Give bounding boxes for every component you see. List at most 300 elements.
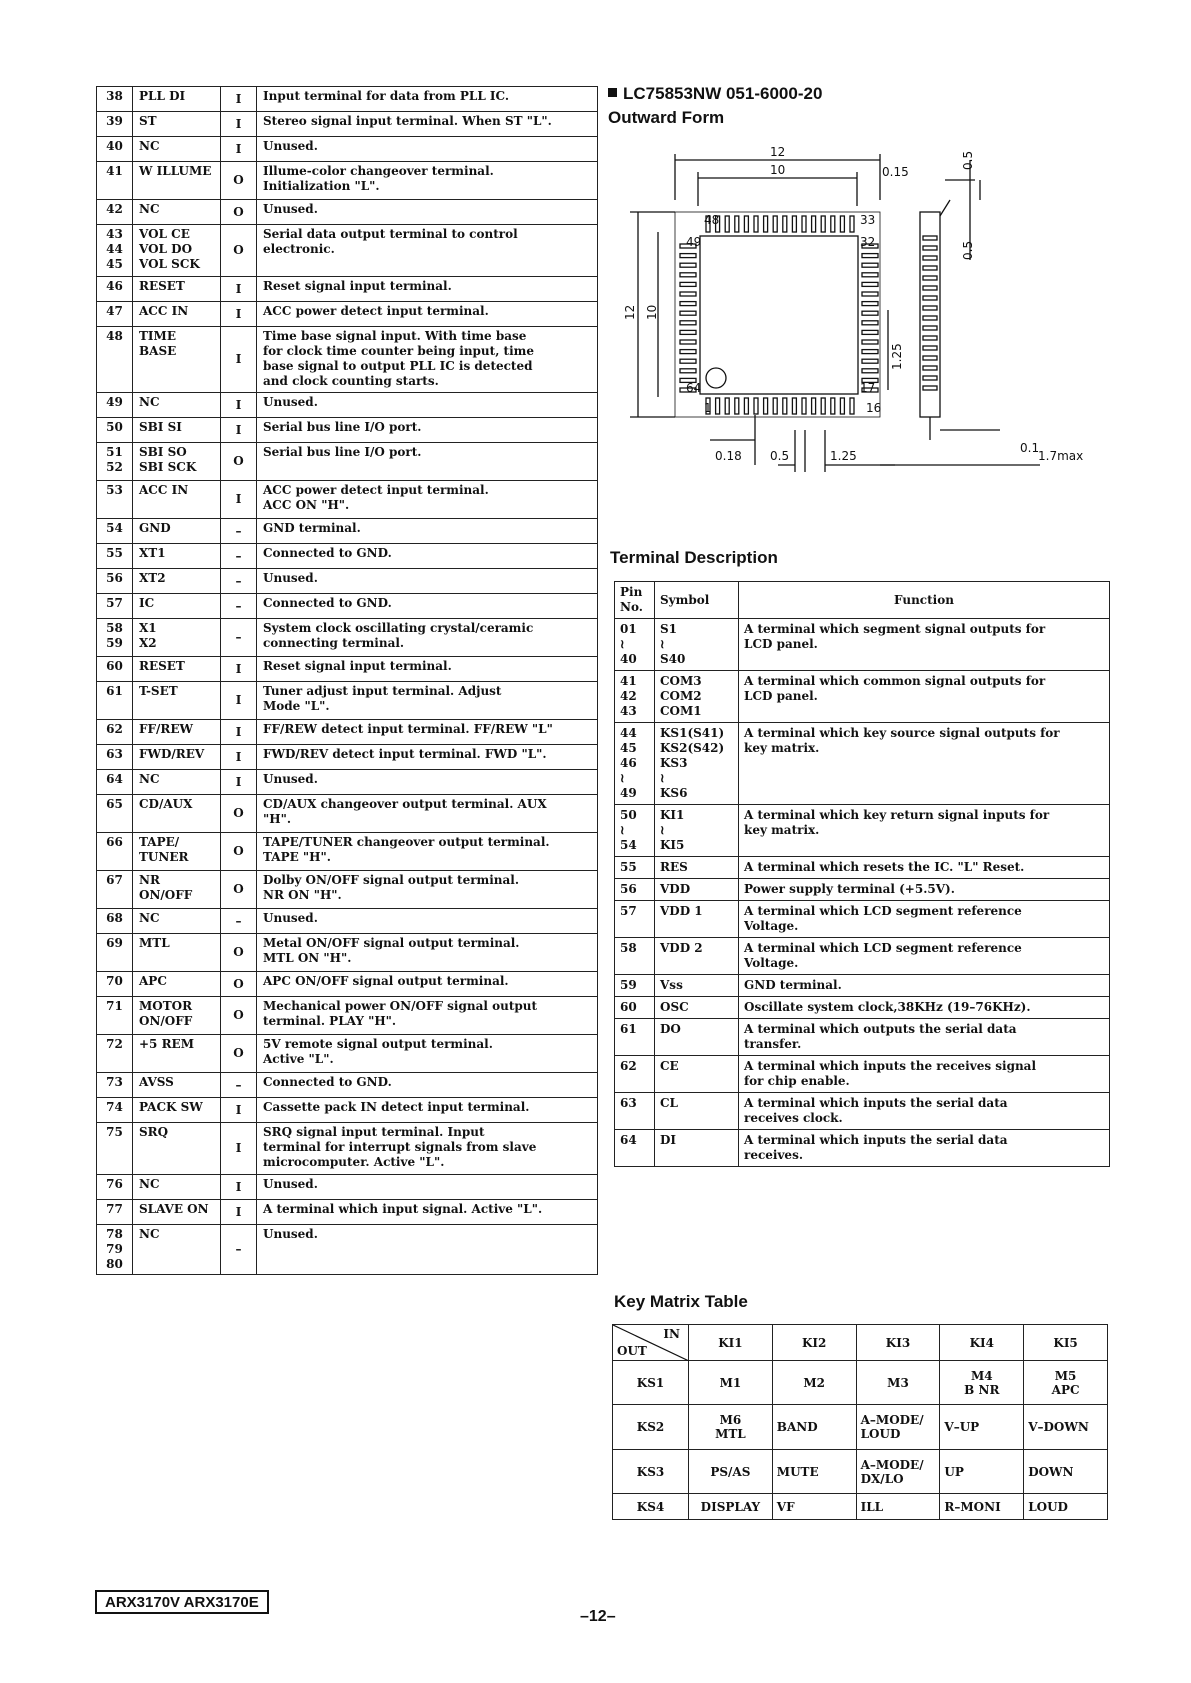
ic-lead xyxy=(764,216,768,232)
pin-symbol: NC xyxy=(133,137,221,162)
ic-lead-side xyxy=(923,236,937,240)
ic-lead xyxy=(850,398,854,414)
key-cell: A–MODE/ LOUD xyxy=(856,1405,940,1449)
pin-symbol: CD/AUX xyxy=(133,795,221,833)
key-row xyxy=(613,1361,1108,1405)
pin-number: 43 44 45 xyxy=(97,225,133,277)
pin-io: I xyxy=(221,327,257,393)
ic-lead-side xyxy=(923,376,937,380)
terminal-symbol: CL xyxy=(655,1093,739,1130)
key-row xyxy=(613,1494,1108,1520)
key-row-label: KS2 xyxy=(613,1405,689,1449)
pin-number: 40 xyxy=(97,137,133,162)
key-column-header: KI1 xyxy=(689,1325,773,1361)
terminal-row xyxy=(615,805,1110,857)
terminal-pin: 64 xyxy=(615,1130,655,1167)
pin-symbol: ST xyxy=(133,112,221,137)
ic-lead-side xyxy=(923,316,937,320)
key-matrix-body xyxy=(613,1361,1108,1520)
pin-number: 38 xyxy=(97,87,133,112)
pin-function: Reset signal input terminal. xyxy=(257,657,598,682)
pin-symbol: ACC IN xyxy=(133,481,221,519)
ic-lead xyxy=(840,216,844,232)
ic-lead xyxy=(744,216,748,232)
pin-symbol: XT2 xyxy=(133,569,221,594)
ic-lead xyxy=(862,369,878,373)
terminal-symbol: VDD 2 xyxy=(655,938,739,975)
terminal-function: A terminal which outputs the serial data transfer. xyxy=(739,1019,1110,1056)
terminal-row xyxy=(615,1093,1110,1130)
pin-io: O xyxy=(221,871,257,909)
pin-row xyxy=(97,795,598,833)
terminal-function: A terminal which key return signal inputs for key matrix. xyxy=(739,805,1110,857)
pin-row xyxy=(97,544,598,569)
ic-lead xyxy=(680,359,696,363)
pin-io: I xyxy=(221,1123,257,1175)
dim-17max-label: 1.7max xyxy=(1038,449,1084,463)
terminal-row xyxy=(615,857,1110,879)
ic-lead xyxy=(754,216,758,232)
pin-function: Input terminal for data from PLL IC. xyxy=(257,87,598,112)
pin-symbol: MTL xyxy=(133,934,221,972)
ic-lead xyxy=(680,254,696,258)
pin-row xyxy=(97,1175,598,1200)
pin-io: I xyxy=(221,682,257,720)
pin-function: Metal ON/OFF signal output terminal. MTL ON "H". xyxy=(257,934,598,972)
ic-lead xyxy=(821,398,825,414)
pin-number: 57 xyxy=(97,594,133,619)
pin-row xyxy=(97,594,598,619)
pin-symbol: NC xyxy=(133,1225,221,1275)
ic-lead xyxy=(862,263,878,267)
pin-function: Cassette pack IN detect input terminal. xyxy=(257,1098,598,1123)
pin-row xyxy=(97,871,598,909)
terminal-row xyxy=(615,671,1110,723)
ic-lead xyxy=(744,398,748,414)
key-column-header: KI3 xyxy=(856,1325,940,1361)
ic-lead xyxy=(850,216,854,232)
pin-function: Time base signal input. With time base for clock time counter being input, time base signal to output PLL IC is detected and clock counting starts. xyxy=(257,327,598,393)
pin-function: Connected to GND. xyxy=(257,594,598,619)
pin-symbol: +5 REM xyxy=(133,1035,221,1073)
dim-05c-label: 0.5 xyxy=(770,449,790,463)
pin-io: I xyxy=(221,481,257,519)
pin-function: Mechanical power ON/OFF signal output terminal. PLAY "H". xyxy=(257,997,598,1035)
key-cell: M5 APC xyxy=(1024,1361,1108,1405)
terminal-function: A terminal which resets the IC. "L" Reset. xyxy=(739,857,1110,879)
key-cell: DISPLAY xyxy=(689,1494,773,1520)
pin-number: 75 xyxy=(97,1123,133,1175)
pin-io: – xyxy=(221,519,257,544)
ic-lead-side xyxy=(923,266,937,270)
pin-row xyxy=(97,1225,598,1275)
model-number-box: ARX3170V ARX3170E xyxy=(95,1590,269,1614)
ic-lead xyxy=(680,330,696,334)
ic-lead xyxy=(862,302,878,306)
terminal-row xyxy=(615,1130,1110,1167)
terminal-pin: 60 xyxy=(615,997,655,1019)
ic-lead xyxy=(792,398,796,414)
pin-symbol: ACC IN xyxy=(133,302,221,327)
pin-row xyxy=(97,1123,598,1175)
dim-05b-label: 0.5 xyxy=(961,240,975,260)
terminal-function: Power supply terminal (+5.5V). xyxy=(739,879,1110,901)
pin-row xyxy=(97,112,598,137)
ic-lead xyxy=(862,330,878,334)
key-column-header: KI2 xyxy=(772,1325,856,1361)
pin-number: 66 xyxy=(97,833,133,871)
key-cell: PS/AS xyxy=(689,1449,773,1493)
pin-io: I xyxy=(221,302,257,327)
pin-io: O xyxy=(221,1035,257,1073)
pin-number: 72 xyxy=(97,1035,133,1073)
terminal-symbol: CE xyxy=(655,1056,739,1093)
dim-10v-label: 10 xyxy=(645,304,659,320)
ic-lead xyxy=(783,398,787,414)
dim-12-label: 12 xyxy=(770,145,786,159)
pin-number: 62 xyxy=(97,720,133,745)
pin-io: I xyxy=(221,393,257,418)
ic-lead xyxy=(862,273,878,277)
pin-function: Serial data output terminal to control electronic. xyxy=(257,225,598,277)
key-column-header: KI4 xyxy=(940,1325,1024,1361)
pin-symbol: SBI SI xyxy=(133,418,221,443)
pin-symbol: GND xyxy=(133,519,221,544)
ic-lead xyxy=(716,398,720,414)
key-cell: BAND xyxy=(772,1405,856,1449)
key-cell: A–MODE/ DX/LO xyxy=(856,1449,940,1493)
pin-row xyxy=(97,443,598,481)
ic-lead xyxy=(773,216,777,232)
pin-symbol: TIME BASE xyxy=(133,327,221,393)
dim-015-label: 0.15 xyxy=(882,165,909,179)
pin-io: – xyxy=(221,619,257,657)
pin-number: 68 xyxy=(97,909,133,934)
pin-row xyxy=(97,770,598,795)
pin-function: Unused. xyxy=(257,137,598,162)
pin-row xyxy=(97,137,598,162)
ic-lead xyxy=(802,216,806,232)
terminal-function: A terminal which inputs the receives signal for chip enable. xyxy=(739,1056,1110,1093)
terminal-function: A terminal which LCD segment reference Voltage. xyxy=(739,901,1110,938)
pin-io: I xyxy=(221,1200,257,1225)
ic-lead xyxy=(862,359,878,363)
corner-out-label: OUT xyxy=(617,1344,647,1358)
key-cell: V–UP xyxy=(940,1405,1024,1449)
terminal-pin: 50 ≀ 54 xyxy=(615,805,655,857)
terminal-pin: 41 42 43 xyxy=(615,671,655,723)
pin-symbol: T-SET xyxy=(133,682,221,720)
pin-17-label: 17 xyxy=(860,381,876,395)
pin-number: 47 xyxy=(97,302,133,327)
pin-number: 51 52 xyxy=(97,443,133,481)
pin-function: 5V remote signal output terminal. Active "L". xyxy=(257,1035,598,1073)
key-cell: VF xyxy=(772,1494,856,1520)
ic-lead-side xyxy=(923,276,937,280)
pin-function: FF/REW detect input terminal. FF/REW "L" xyxy=(257,720,598,745)
part-header xyxy=(608,84,822,128)
ic-lead-side xyxy=(923,256,937,260)
pin-row xyxy=(97,302,598,327)
ic-lead xyxy=(802,398,806,414)
key-cell: R–MONI xyxy=(940,1494,1024,1520)
pin-symbol: TAPE/ TUNER xyxy=(133,833,221,871)
pin-symbol: NC xyxy=(133,1175,221,1200)
pin-function-table-body xyxy=(97,87,598,1275)
pin-function: Unused. xyxy=(257,909,598,934)
terminal-row xyxy=(615,879,1110,901)
pin-io: – xyxy=(221,594,257,619)
pin-row xyxy=(97,393,598,418)
pin-row xyxy=(97,418,598,443)
pin-io: I xyxy=(221,87,257,112)
pin-symbol: PACK SW xyxy=(133,1098,221,1123)
ic-lead xyxy=(792,216,796,232)
dim-05a-label: 0.5 xyxy=(961,150,975,170)
ic-lead xyxy=(680,302,696,306)
pin-row xyxy=(97,162,598,200)
key-cell: ILL xyxy=(856,1494,940,1520)
pin-1-label: 1 xyxy=(704,401,712,415)
pin-row xyxy=(97,1035,598,1073)
ic-lead xyxy=(680,273,696,277)
terminal-function: A terminal which common signal outputs for LCD panel. xyxy=(739,671,1110,723)
pin-row xyxy=(97,745,598,770)
terminal-row xyxy=(615,975,1110,997)
ic-lead xyxy=(680,369,696,373)
ic-lead xyxy=(840,398,844,414)
terminal-function: Oscillate system clock,38KHz (19–76KHz). xyxy=(739,997,1110,1019)
package-outline-drawing xyxy=(620,140,1120,520)
pin-io: I xyxy=(221,112,257,137)
pin-io: O xyxy=(221,997,257,1035)
ic-lead-side xyxy=(923,386,937,390)
dim-125v-label: 1.25 xyxy=(890,343,904,370)
pin-function: Dolby ON/OFF signal output terminal. NR ON "H". xyxy=(257,871,598,909)
pin-row xyxy=(97,720,598,745)
ic-lead xyxy=(680,282,696,286)
key-cell: M2 xyxy=(772,1361,856,1405)
pin-symbol: NR ON/OFF xyxy=(133,871,221,909)
key-cell: MUTE xyxy=(772,1449,856,1493)
terminal-symbol: S1 ≀ S40 xyxy=(655,619,739,671)
pin-number: 73 xyxy=(97,1073,133,1098)
header-pin-no: Pin No. xyxy=(615,582,655,619)
terminal-symbol: VDD 1 xyxy=(655,901,739,938)
ic-lead xyxy=(680,311,696,315)
outward-form-title: Outward Form xyxy=(608,108,725,127)
pin-row xyxy=(97,1200,598,1225)
pin-symbol: PLL DI xyxy=(133,87,221,112)
pin-row xyxy=(97,569,598,594)
pin-symbol: FF/REW xyxy=(133,720,221,745)
pin-symbol: AVSS xyxy=(133,1073,221,1098)
ic-lead-side xyxy=(923,286,937,290)
pin-io: – xyxy=(221,1225,257,1275)
ic-lead xyxy=(862,282,878,286)
pin-row xyxy=(97,997,598,1035)
ic-lead xyxy=(821,216,825,232)
key-matrix-header-row xyxy=(613,1325,1108,1361)
pin-symbol: W ILLUME xyxy=(133,162,221,200)
pin-function: Unused. xyxy=(257,1225,598,1275)
pin-symbol: RESET xyxy=(133,277,221,302)
terminal-function: GND terminal. xyxy=(739,975,1110,997)
pin-function: A terminal which input signal. Active "L". xyxy=(257,1200,598,1225)
pin-number: 54 xyxy=(97,519,133,544)
pin-function: Unused. xyxy=(257,770,598,795)
pin-number: 41 xyxy=(97,162,133,200)
pin-symbol: XT1 xyxy=(133,544,221,569)
terminal-description-title: Terminal Description xyxy=(610,548,778,567)
terminal-function: A terminal which key source signal outputs for key matrix. xyxy=(739,723,1110,805)
pin-number: 71 xyxy=(97,997,133,1035)
pin-row xyxy=(97,909,598,934)
pin-function: Connected to GND. xyxy=(257,1073,598,1098)
pin-16-label: 16 xyxy=(866,401,882,415)
ic-lead-side xyxy=(923,346,937,350)
terminal-pin: 63 xyxy=(615,1093,655,1130)
pin-symbol: FWD/REV xyxy=(133,745,221,770)
ic-lead-side xyxy=(923,246,937,250)
pin-number: 65 xyxy=(97,795,133,833)
pin-number: 76 xyxy=(97,1175,133,1200)
ic-lead xyxy=(680,292,696,296)
dim-018-label: 0.18 xyxy=(715,449,742,463)
pin-symbol: VOL CE VOL DO VOL SCK xyxy=(133,225,221,277)
terminal-pin: 62 xyxy=(615,1056,655,1093)
ic-lead xyxy=(862,350,878,354)
ic-lead xyxy=(754,398,758,414)
dim-125-label: 1.25 xyxy=(830,449,857,463)
key-cell: M1 xyxy=(689,1361,773,1405)
ic-lead xyxy=(773,398,777,414)
pin-number: 49 xyxy=(97,393,133,418)
pin-io: I xyxy=(221,277,257,302)
header-symbol: Symbol xyxy=(655,582,739,619)
terminal-pin: 57 xyxy=(615,901,655,938)
pin-number: 77 xyxy=(97,1200,133,1225)
pin-function: Tuner adjust input terminal. Adjust Mode "L". xyxy=(257,682,598,720)
pin-number: 60 xyxy=(97,657,133,682)
ic-lead-side xyxy=(923,356,937,360)
pin-32-label: 32 xyxy=(860,235,876,249)
pin-row xyxy=(97,1073,598,1098)
ic-lead xyxy=(680,263,696,267)
pin-io: – xyxy=(221,1073,257,1098)
ic-lead xyxy=(862,292,878,296)
pin-number: 46 xyxy=(97,277,133,302)
ic-lead xyxy=(862,340,878,344)
pin-row xyxy=(97,277,598,302)
key-matrix-title: Key Matrix Table xyxy=(614,1292,748,1311)
pin-io: O xyxy=(221,225,257,277)
ic-lead xyxy=(812,216,816,232)
terminal-row xyxy=(615,1056,1110,1093)
terminal-pin: 61 xyxy=(615,1019,655,1056)
key-row-label: KS1 xyxy=(613,1361,689,1405)
terminal-symbol: DI xyxy=(655,1130,739,1167)
pin-row xyxy=(97,327,598,393)
pin-number: 63 xyxy=(97,745,133,770)
pin-row xyxy=(97,1098,598,1123)
pin-function: CD/AUX changeover output terminal. AUX "H". xyxy=(257,795,598,833)
ic-lead xyxy=(812,398,816,414)
terminal-row xyxy=(615,938,1110,975)
pin-io: I xyxy=(221,720,257,745)
ic-lead xyxy=(831,398,835,414)
key-matrix-table xyxy=(612,1324,1108,1520)
pin-io: O xyxy=(221,833,257,871)
terminal-description-body xyxy=(615,619,1110,1167)
pin-symbol: IC xyxy=(133,594,221,619)
corner-in-label: IN xyxy=(663,1327,680,1341)
pin-function: Unused. xyxy=(257,200,598,225)
pin-function: FWD/REV detect input terminal. FWD "L". xyxy=(257,745,598,770)
terminal-function: A terminal which inputs the serial data receives. xyxy=(739,1130,1110,1167)
pin-33-label: 33 xyxy=(860,213,876,227)
pin-number: 78 79 80 xyxy=(97,1225,133,1275)
pin-io: I xyxy=(221,1098,257,1123)
key-cell: LOUD xyxy=(1024,1494,1108,1520)
pin-row xyxy=(97,225,598,277)
bullet-icon xyxy=(608,88,617,97)
pin-function: Unused. xyxy=(257,393,598,418)
pin-io: I xyxy=(221,418,257,443)
pin-number: 56 xyxy=(97,569,133,594)
pin-row xyxy=(97,619,598,657)
pin-number: 74 xyxy=(97,1098,133,1123)
pin-row xyxy=(97,519,598,544)
pin-48-label: 48 xyxy=(704,213,720,227)
terminal-pin: 59 xyxy=(615,975,655,997)
pin-number: 53 xyxy=(97,481,133,519)
pin-function: System clock oscillating crystal/ceramic connecting terminal. xyxy=(257,619,598,657)
pin-number: 42 xyxy=(97,200,133,225)
ic-lead xyxy=(783,216,787,232)
pin-49-label: 49 xyxy=(686,235,702,249)
pin-symbol: MOTOR ON/OFF xyxy=(133,997,221,1035)
dim-12v-label: 12 xyxy=(623,304,637,320)
ic-lead-side xyxy=(923,366,937,370)
pin-function: Unused. xyxy=(257,1175,598,1200)
pin-function: Connected to GND. xyxy=(257,544,598,569)
pin-io: O xyxy=(221,200,257,225)
terminal-symbol: VDD xyxy=(655,879,739,901)
ic-lead-side xyxy=(923,306,937,310)
terminal-table-header-row xyxy=(615,582,1110,619)
pin-io: O xyxy=(221,443,257,481)
pin-function: TAPE/TUNER changeover output terminal. TAPE "H". xyxy=(257,833,598,871)
key-cell: M3 xyxy=(856,1361,940,1405)
pin-64-label: 64 xyxy=(686,381,702,395)
pin-number: 39 xyxy=(97,112,133,137)
pin-io: O xyxy=(221,795,257,833)
pin-symbol: NC xyxy=(133,200,221,225)
terminal-pin: 01 ≀ 40 xyxy=(615,619,655,671)
pin-io: O xyxy=(221,972,257,997)
pin-symbol: SRQ xyxy=(133,1123,221,1175)
ic-lead xyxy=(862,321,878,325)
terminal-function: A terminal which segment signal outputs for LCD panel. xyxy=(739,619,1110,671)
pin-row xyxy=(97,657,598,682)
pin-function: Stereo signal input terminal. When ST "L". xyxy=(257,112,598,137)
key-row xyxy=(613,1405,1108,1449)
key-row-label: KS4 xyxy=(613,1494,689,1520)
ic-lead xyxy=(735,216,739,232)
pin-symbol: SLAVE ON xyxy=(133,1200,221,1225)
terminal-symbol: DO xyxy=(655,1019,739,1056)
